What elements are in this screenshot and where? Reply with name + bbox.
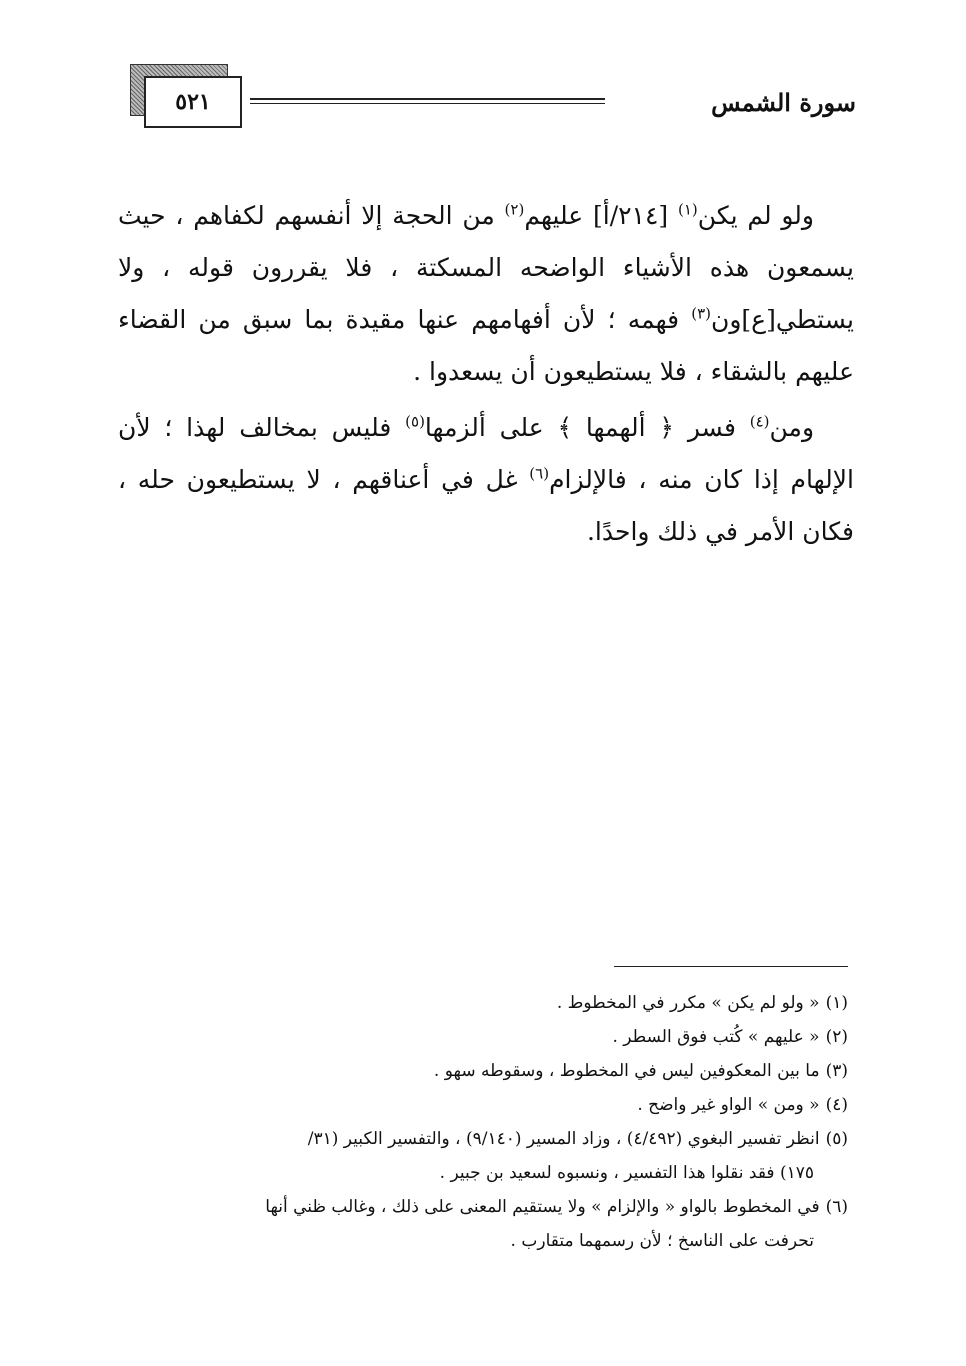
- footnote-6: [108, 1190, 848, 1224]
- footnote-6-continuation: تحرفت على الناسخ ؛ لأن رسمهما متقارب .: [510, 1231, 814, 1251]
- text-run: ومن: [769, 413, 815, 442]
- text-run: غل في أعناقهم ، لا يستطيعون حله ، فكان الأمر في ذلك واحدًا.: [118, 465, 854, 546]
- footnote-ref-5: (٥): [405, 412, 425, 431]
- footnote-text: ما بين المعكوفين ليس في المخطوط ، وسقوطه سهو .: [433, 1061, 820, 1081]
- text-run: فسر ﴿ ألهمها ﴾ على ألزمها: [424, 413, 750, 442]
- surah-title: سورة الشمس: [711, 88, 856, 117]
- footnote-text: في المخطوط بالواو « والإلزام » ولا يستقيم المعنى على ذلك ، وغالب ظني أنها: [265, 1197, 820, 1217]
- footnote-number: (٣): [825, 1061, 848, 1081]
- text-run: من الحجة إلا أنفسهم لكفاهم ، حيث يسمعون هذه الأشياء الواضحه المسكتة ، فلا يقررون قوله ، ولا يستطي[ع]ون: [118, 201, 854, 334]
- text-run: ولو لم يكن: [697, 201, 814, 230]
- paragraph-2: [118, 402, 854, 558]
- footnote-ref-3: (٣): [691, 304, 711, 323]
- page-number-box: [130, 64, 240, 126]
- footnote-text: « ولو لم يكن » مكرر في المخطوط .: [556, 993, 820, 1013]
- footnote-ref-6: (٦): [529, 464, 550, 483]
- footnote-5: [108, 1122, 848, 1156]
- footnote-3: [108, 1054, 848, 1088]
- main-text: [118, 190, 854, 558]
- text-run: فهمه ؛ لأن أفهامهم عنها مقيدة بما سبق من القضاء عليهم بالشقاء ، فلا يستطيعون أن يسعدوا .: [118, 305, 854, 386]
- footnote-number: (٥): [825, 1129, 848, 1149]
- footnote-4: [108, 1088, 848, 1122]
- paragraph-1: [118, 190, 854, 398]
- footnote-5-continuation: ١٧٥) فقد نقلوا هذا التفسير ، ونسبوه لسعيد بن جبير .: [439, 1163, 814, 1183]
- footnote-text: « عليهم » كُتب فوق السطر .: [612, 1027, 820, 1047]
- footnote-1: [108, 986, 848, 1020]
- footnote-ref-4: (٤): [749, 412, 770, 431]
- footnote-2: [108, 1020, 848, 1054]
- text-run: [٢١٤/أ] عليهم: [524, 201, 678, 230]
- footnote-ref-2: (٢): [504, 200, 525, 219]
- text-run: فليس بمخالف لهذا ؛ لأن الإلهام إذا كان منه ، فالإلزام: [118, 413, 854, 494]
- footnote-number: (١): [825, 993, 848, 1013]
- footnote-number: (٢): [825, 1027, 848, 1047]
- footnote-separator: [614, 966, 848, 967]
- footnote-number: (٤): [825, 1095, 848, 1115]
- page-number: ٥٢١: [144, 76, 242, 128]
- footnote-ref-1: (١): [677, 200, 698, 219]
- footnote-number: (٦): [825, 1197, 848, 1217]
- footnote-text: « ومن » الواو غير واضح .: [637, 1095, 820, 1115]
- footnotes: [108, 986, 848, 1258]
- header-rule: [250, 98, 605, 104]
- footnote-text: انظر تفسير البغوي (٤/٤٩٢) ، وزاد المسير (٩/١٤٠) ، والتفسير الكبير (٣١/: [307, 1129, 820, 1149]
